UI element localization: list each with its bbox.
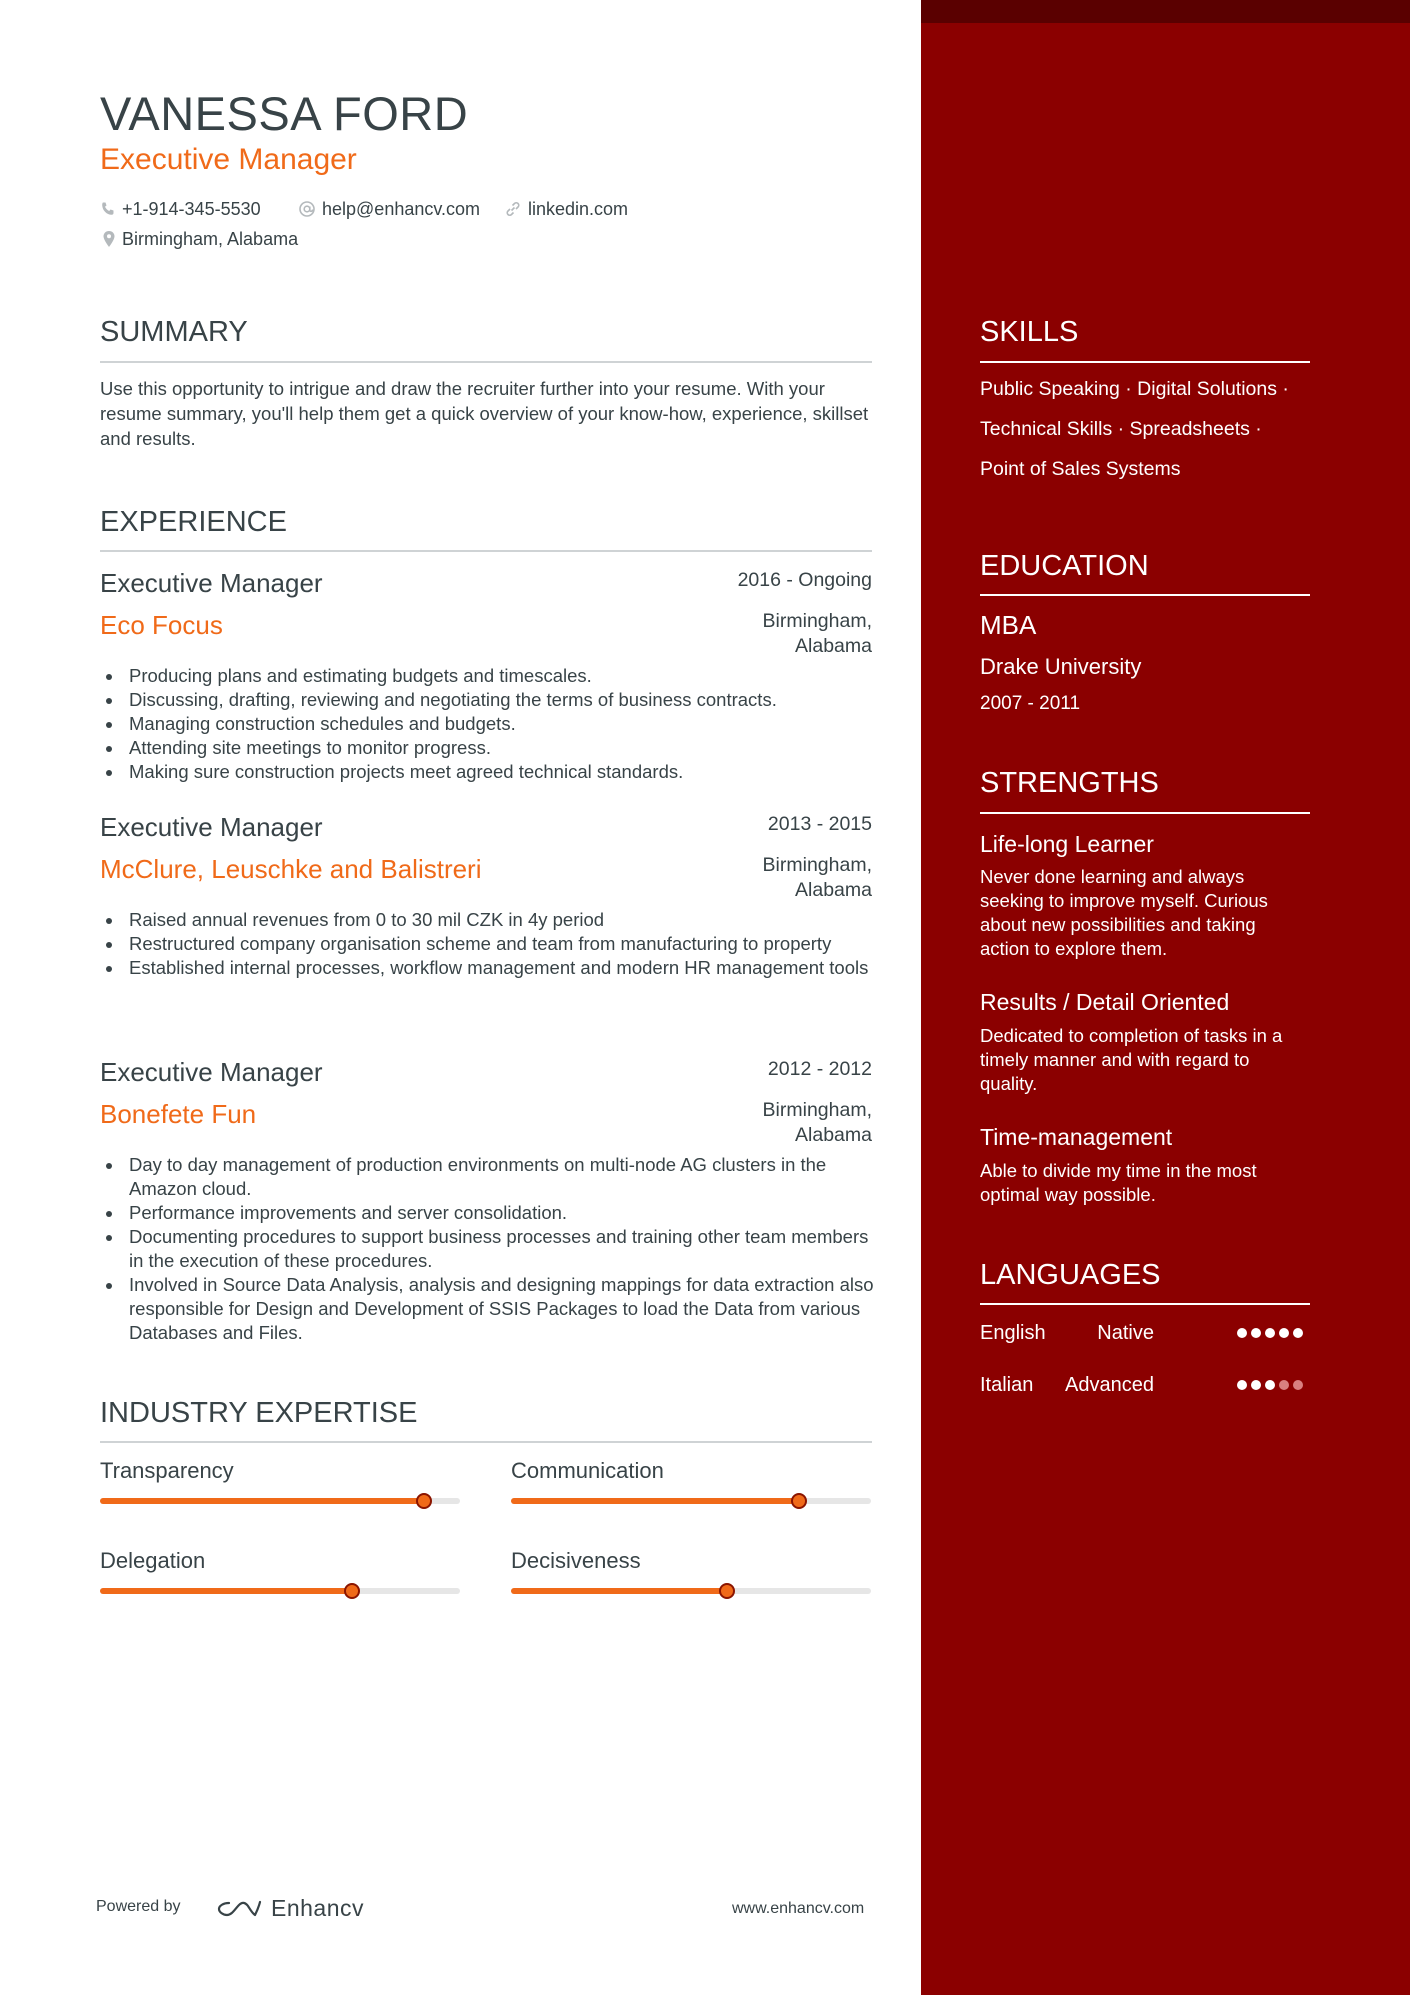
brand-logo[interactable] (215, 1895, 364, 1922)
footer-website-link[interactable]: www.enhancv.com (732, 1900, 865, 1917)
experience-divider (100, 550, 872, 552)
link-icon (504, 200, 522, 218)
job-location (672, 853, 872, 903)
education-school: Drake University (980, 654, 1142, 679)
list-item: Involved in Source Data Analysis, analysis and designing mappings for data extraction also responsible for Design and Development of SSIS Packages to load the Data from various Databases and Files. (100, 1273, 875, 1345)
language-dot-empty (1293, 1380, 1303, 1390)
expertise-bar-fill (100, 1588, 352, 1594)
job-location-line2: Alabama (795, 635, 872, 657)
expertise-bar-knob (416, 1493, 432, 1509)
expertise-bar (511, 1498, 871, 1504)
skills-line: Public Speaking · Digital Solutions · (980, 378, 1289, 400)
strength-description: Never done learning and always seeking to improve myself. Curious about new possibilities and taking action to explore them. (980, 866, 1268, 959)
expertise-bar-knob (344, 1583, 360, 1599)
linkedin-text: linkedin.com (528, 199, 629, 219)
strength-description: Able to divide my time in the most optimal way possible. (980, 1160, 1257, 1205)
strength-title: Results / Detail Oriented (980, 989, 1230, 1015)
expertise-bar-knob (791, 1493, 807, 1509)
job-location (672, 609, 872, 659)
contact-phone[interactable] (100, 197, 261, 221)
phone-text: +1-914-345-5530 (122, 199, 261, 219)
contact-linkedin[interactable] (504, 197, 628, 221)
job-company: McClure, Leuschke and Balistreri (100, 854, 482, 884)
job-location (672, 1098, 872, 1148)
candidate-name: VANESSA FORD (100, 87, 469, 140)
job-location-line1: Birmingham, (762, 1099, 872, 1121)
list-item: Day to day management of production environments on multi-node AG clusters in the Amazon cloud. (100, 1153, 875, 1201)
expertise-bar (511, 1588, 871, 1594)
strengths-divider (980, 812, 1310, 814)
job-bullets (100, 908, 875, 980)
strength-description: Dedicated to completion of tasks in a timely manner and with regard to quality. (980, 1025, 1283, 1094)
summary-divider (100, 361, 872, 363)
sidebar-top-bar (921, 0, 1410, 23)
summary-heading: SUMMARY (100, 316, 248, 348)
job-location-line2: Alabama (795, 1124, 872, 1146)
expertise-label: Delegation (100, 1548, 206, 1573)
location-text: Birmingham, Alabama (122, 229, 299, 249)
language-dot-filled (1293, 1328, 1303, 1338)
language-dot-filled (1279, 1328, 1289, 1338)
language-level: Native (1097, 1322, 1154, 1344)
job-dates: 2013 - 2015 (767, 813, 872, 835)
expertise-label: Communication (511, 1458, 664, 1483)
job-bullets (100, 1153, 875, 1345)
language-dots (1237, 1380, 1303, 1390)
expertise-bar-fill (511, 1498, 799, 1504)
strength-title: Life-long Learner (980, 831, 1154, 857)
job-title: Executive Manager (100, 812, 323, 842)
job-title: Executive Manager (100, 568, 323, 598)
strength-title: Time-management (980, 1124, 1173, 1150)
language-dot-filled (1265, 1328, 1275, 1338)
job-company: Eco Focus (100, 610, 223, 640)
job-company: Bonefete Fun (100, 1099, 257, 1129)
strengths-heading: STRENGTHS (980, 767, 1159, 799)
job-dates: 2016 - Ongoing (737, 569, 872, 591)
list-item: Performance improvements and server consolidation. (100, 1201, 875, 1225)
language-name: Italian (980, 1374, 1034, 1396)
contact-email[interactable] (298, 197, 480, 221)
skills-line: Technical Skills · Spreadsheets · (980, 418, 1262, 440)
language-level: Advanced (1065, 1374, 1154, 1396)
skills-divider (980, 361, 1310, 363)
email-text: help@enhancv.com (322, 199, 481, 219)
job-title: Executive Manager (100, 1057, 323, 1087)
job-location-line1: Birmingham, (762, 610, 872, 632)
powered-by-label: Powered by (96, 1898, 181, 1915)
job-location-line2: Alabama (795, 879, 872, 901)
skills-line: Point of Sales Systems (980, 458, 1181, 480)
education-divider (980, 594, 1310, 596)
expertise-bar-fill (100, 1498, 424, 1504)
language-dot-empty (1279, 1380, 1289, 1390)
location-pin-icon (102, 230, 116, 248)
list-item: Managing construction schedules and budgets. (100, 712, 875, 736)
languages-divider (980, 1303, 1310, 1305)
expertise-label: Transparency (100, 1458, 234, 1483)
language-dot-filled (1251, 1328, 1261, 1338)
language-name: English (980, 1322, 1046, 1344)
contact-location (102, 227, 298, 251)
expertise-bar (100, 1498, 460, 1504)
languages-heading: LANGUAGES (980, 1259, 1161, 1291)
sidebar (921, 0, 1410, 1995)
expertise-bar-knob (719, 1583, 735, 1599)
skills-heading: SKILLS (980, 316, 1079, 348)
at-icon (298, 200, 316, 218)
expertise-bar (100, 1588, 460, 1594)
list-item: Discussing, drafting, reviewing and negotiating the terms of business contracts. (100, 688, 875, 712)
summary-text: Use this opportunity to intrigue and draw the recruiter further into your resume. With your resume summary, you'll help them get a quick overview of your know-how, experience, skillset and results. (100, 378, 869, 449)
language-dots (1237, 1328, 1303, 1338)
list-item: Making sure construction projects meet agreed technical standards. (100, 760, 875, 784)
list-item: Restructured company organisation scheme and team from manufacturing to property (100, 932, 875, 956)
list-item: Established internal processes, workflow management and modern HR management tools (100, 956, 875, 980)
education-dates: 2007 - 2011 (980, 693, 1081, 714)
brand-name: Enhancv (271, 1895, 365, 1921)
candidate-title: Executive Manager (100, 143, 357, 176)
phone-icon (100, 201, 116, 217)
education-heading: EDUCATION (980, 550, 1149, 582)
expertise-divider (100, 1441, 872, 1443)
language-dot-filled (1237, 1380, 1247, 1390)
enhancv-logo-icon (215, 1897, 263, 1921)
language-dot-filled (1237, 1328, 1247, 1338)
list-item: Producing plans and estimating budgets and timescales. (100, 664, 875, 688)
expertise-label: Decisiveness (511, 1548, 641, 1573)
expertise-bar-fill (511, 1588, 727, 1594)
job-location-line1: Birmingham, (762, 854, 872, 876)
job-dates: 2012 - 2012 (767, 1058, 872, 1080)
list-item: Raised annual revenues from 0 to 30 mil CZK in 4y period (100, 908, 875, 932)
list-item: Documenting procedures to support business processes and training other team members in the execution of these procedures. (100, 1225, 875, 1273)
experience-heading: EXPERIENCE (100, 506, 287, 538)
expertise-heading: INDUSTRY EXPERTISE (100, 1397, 418, 1429)
list-item: Attending site meetings to monitor progress. (100, 736, 875, 760)
job-bullets (100, 664, 875, 784)
language-dot-filled (1251, 1380, 1261, 1390)
education-degree: MBA (980, 610, 1037, 640)
language-dot-filled (1265, 1380, 1275, 1390)
